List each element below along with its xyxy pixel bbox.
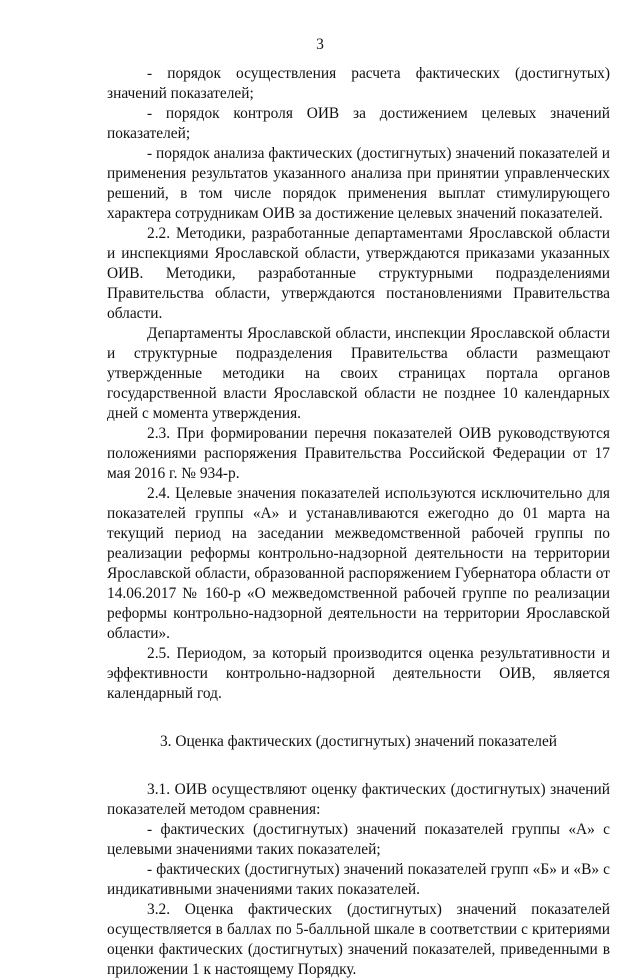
list-item-control-procedure: - порядок контроля ОИВ за достижением целевых значений показателей; xyxy=(107,105,610,142)
list-item-groups-b-v: - фактических (достигнутых) значений показателей групп «Б» и «В» с индикативными значениями таких показателей. xyxy=(107,861,610,898)
paragraph-2-2: 2.2. Методики, разработанные департаментами Ярославской области и инспекциями Ярославской области, утверждаются приказами указанных ОИВ. Методики, разработанные структурными подразделениями Правительства области, утверждаются постановлениями Правительства области. xyxy=(107,225,610,322)
paragraph-2-3: 2.3. При формировании перечня показателей ОИВ руководствуются положениями распоряжения Правительства Российской Федерации от 17 мая 2016 г. № 934-р. xyxy=(107,425,610,482)
paragraph-3-2: 3.2. Оценка фактических (достигнутых) значений показателей осуществляется в баллах по 5-балльной шкале в соответствии с критериями оценки фактических (достигнутых) значений показателей, приведенными в приложении 1 к настоящему Порядку. xyxy=(107,901,610,978)
list-item-analysis-procedure: - порядок анализа фактических (достигнутых) значений показателей и применения результатов указанного анализа при принятии управленческих решений, в том числе порядок применения выплат стимулирующего характера сотрудникам ОИВ за достижение целевых значений показателей. xyxy=(107,145,610,222)
section-heading-3: 3. Оценка фактических (достигнутых) значений показателей xyxy=(159,733,558,750)
list-item-calculation-procedure: - порядок осуществления расчета фактических (достигнутых) значений показателей; xyxy=(107,65,610,102)
paragraph-departments-publication: Департаменты Ярославской области, инспекции Ярославской области и структурные подразделения Правительства области размещают утвержденные методики на своих страницах портала органов государственной власти Ярославской области не позднее 10 календарных дней с момента утверждения. xyxy=(107,325,610,422)
paragraph-2-4: 2.4. Целевые значения показателей используются исключительно для показателей группы «А» и устанавливаются ежегодно до 01 марта на текущий период на заседании межведомственной рабочей группы по реализации реформы контрольно-надзорной деятельности на территории Ярославской области, образованной распоряжением Губернатора области от 14.06.2017 № 160-р «О межведомственной рабочей группе по реализации реформы контрольно-надзорной деятельности на территории Ярославской области». xyxy=(107,485,610,642)
list-item-group-a: - фактических (достигнутых) значений показателей группы «А» с целевыми значениями таких показателей; xyxy=(107,821,610,858)
document-body xyxy=(107,64,610,980)
page-number: 3 xyxy=(316,36,324,53)
paragraph-2-5: 2.5. Периодом, за который производится оценка результативности и эффективности контрольно-надзорной деятельности ОИВ, является календарный год. xyxy=(107,645,610,702)
paragraph-3-1: 3.1. ОИВ осуществляют оценку фактических (достигнутых) значений показателей методом сравнения: xyxy=(107,781,610,818)
